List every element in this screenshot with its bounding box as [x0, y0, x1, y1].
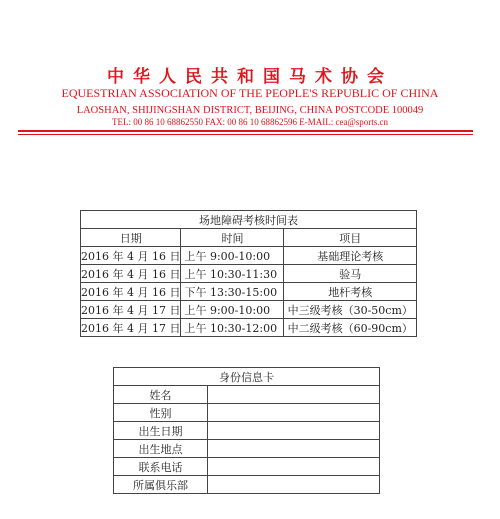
cell-item: 验马 — [284, 265, 417, 283]
field-label-name: 姓名 — [114, 386, 208, 404]
field-label-phone: 联系电话 — [114, 458, 208, 476]
table-row — [114, 458, 380, 476]
col-header-time: 时间 — [181, 229, 284, 247]
letterhead-rule — [18, 130, 473, 132]
association-name-cn: 中华人民共和国马术协会 — [107, 67, 393, 87]
table-row — [114, 386, 380, 404]
field-label-birth-date: 出生日期 — [114, 422, 208, 440]
cell-time: 上午 9:00-10:00 — [181, 247, 284, 265]
col-header-item: 项目 — [284, 229, 417, 247]
cell-date: 2016 年 4 月 16 日 — [81, 265, 181, 283]
cell-date: 2016 年 4 月 16 日 — [81, 283, 181, 301]
cell-time: 下午 13:30-15:00 — [181, 283, 284, 301]
schedule-header-row — [81, 229, 417, 247]
field-value-phone[interactable] — [208, 458, 380, 476]
col-header-date: 日期 — [81, 229, 181, 247]
letterhead-rule-thin — [18, 134, 473, 135]
cell-date: 2016 年 4 月 16 日 — [81, 247, 181, 265]
cell-time: 上午 9:00-10:00 — [181, 301, 284, 319]
table-row — [114, 440, 380, 458]
table-row — [81, 247, 417, 265]
field-label-club: 所属俱乐部 — [114, 476, 208, 494]
cell-item: 基础理论考核 — [284, 247, 417, 265]
field-value-birth-place[interactable] — [208, 440, 380, 458]
field-value-club[interactable] — [208, 476, 380, 494]
cell-date: 2016 年 4 月 17 日 — [81, 301, 181, 319]
schedule-table — [80, 210, 417, 337]
table-row — [81, 301, 417, 319]
table-row — [81, 265, 417, 283]
cell-time: 上午 10:30-12:00 — [181, 319, 284, 337]
cell-time: 上午 10:30-11:30 — [181, 265, 284, 283]
association-name-en: EQUESTRIAN ASSOCIATION OF THE PEOPLE'S REPUBLIC OF CHINA — [61, 86, 439, 100]
table-row — [81, 283, 417, 301]
association-address: LAOSHAN, SHIJINGSHAN DISTRICT, BEIJING, CHINA POSTCODE 100049 — [76, 105, 424, 116]
table-row — [114, 476, 380, 494]
id-card-title: 身份信息卡 — [114, 368, 380, 386]
field-value-birth-date[interactable] — [208, 422, 380, 440]
cell-item: 中二级考核（60-90cm） — [284, 319, 417, 337]
table-row — [114, 404, 380, 422]
table-row — [81, 319, 417, 337]
association-contact: TEL: 00 86 10 68862550 FAX: 00 86 10 68862596 E-MAIL: cea@sports.cn — [111, 117, 389, 127]
cell-item: 中三级考核（30-50cm） — [284, 301, 417, 319]
table-row — [114, 422, 380, 440]
cell-item: 地杆考核 — [284, 283, 417, 301]
cell-date: 2016 年 4 月 17 日 — [81, 319, 181, 337]
field-value-name[interactable] — [208, 386, 380, 404]
field-label-birth-place: 出生地点 — [114, 440, 208, 458]
id-card-table — [113, 367, 380, 494]
schedule-title: 场地障碍考核时间表 — [81, 211, 417, 229]
field-value-gender[interactable] — [208, 404, 380, 422]
field-label-gender: 性别 — [114, 404, 208, 422]
